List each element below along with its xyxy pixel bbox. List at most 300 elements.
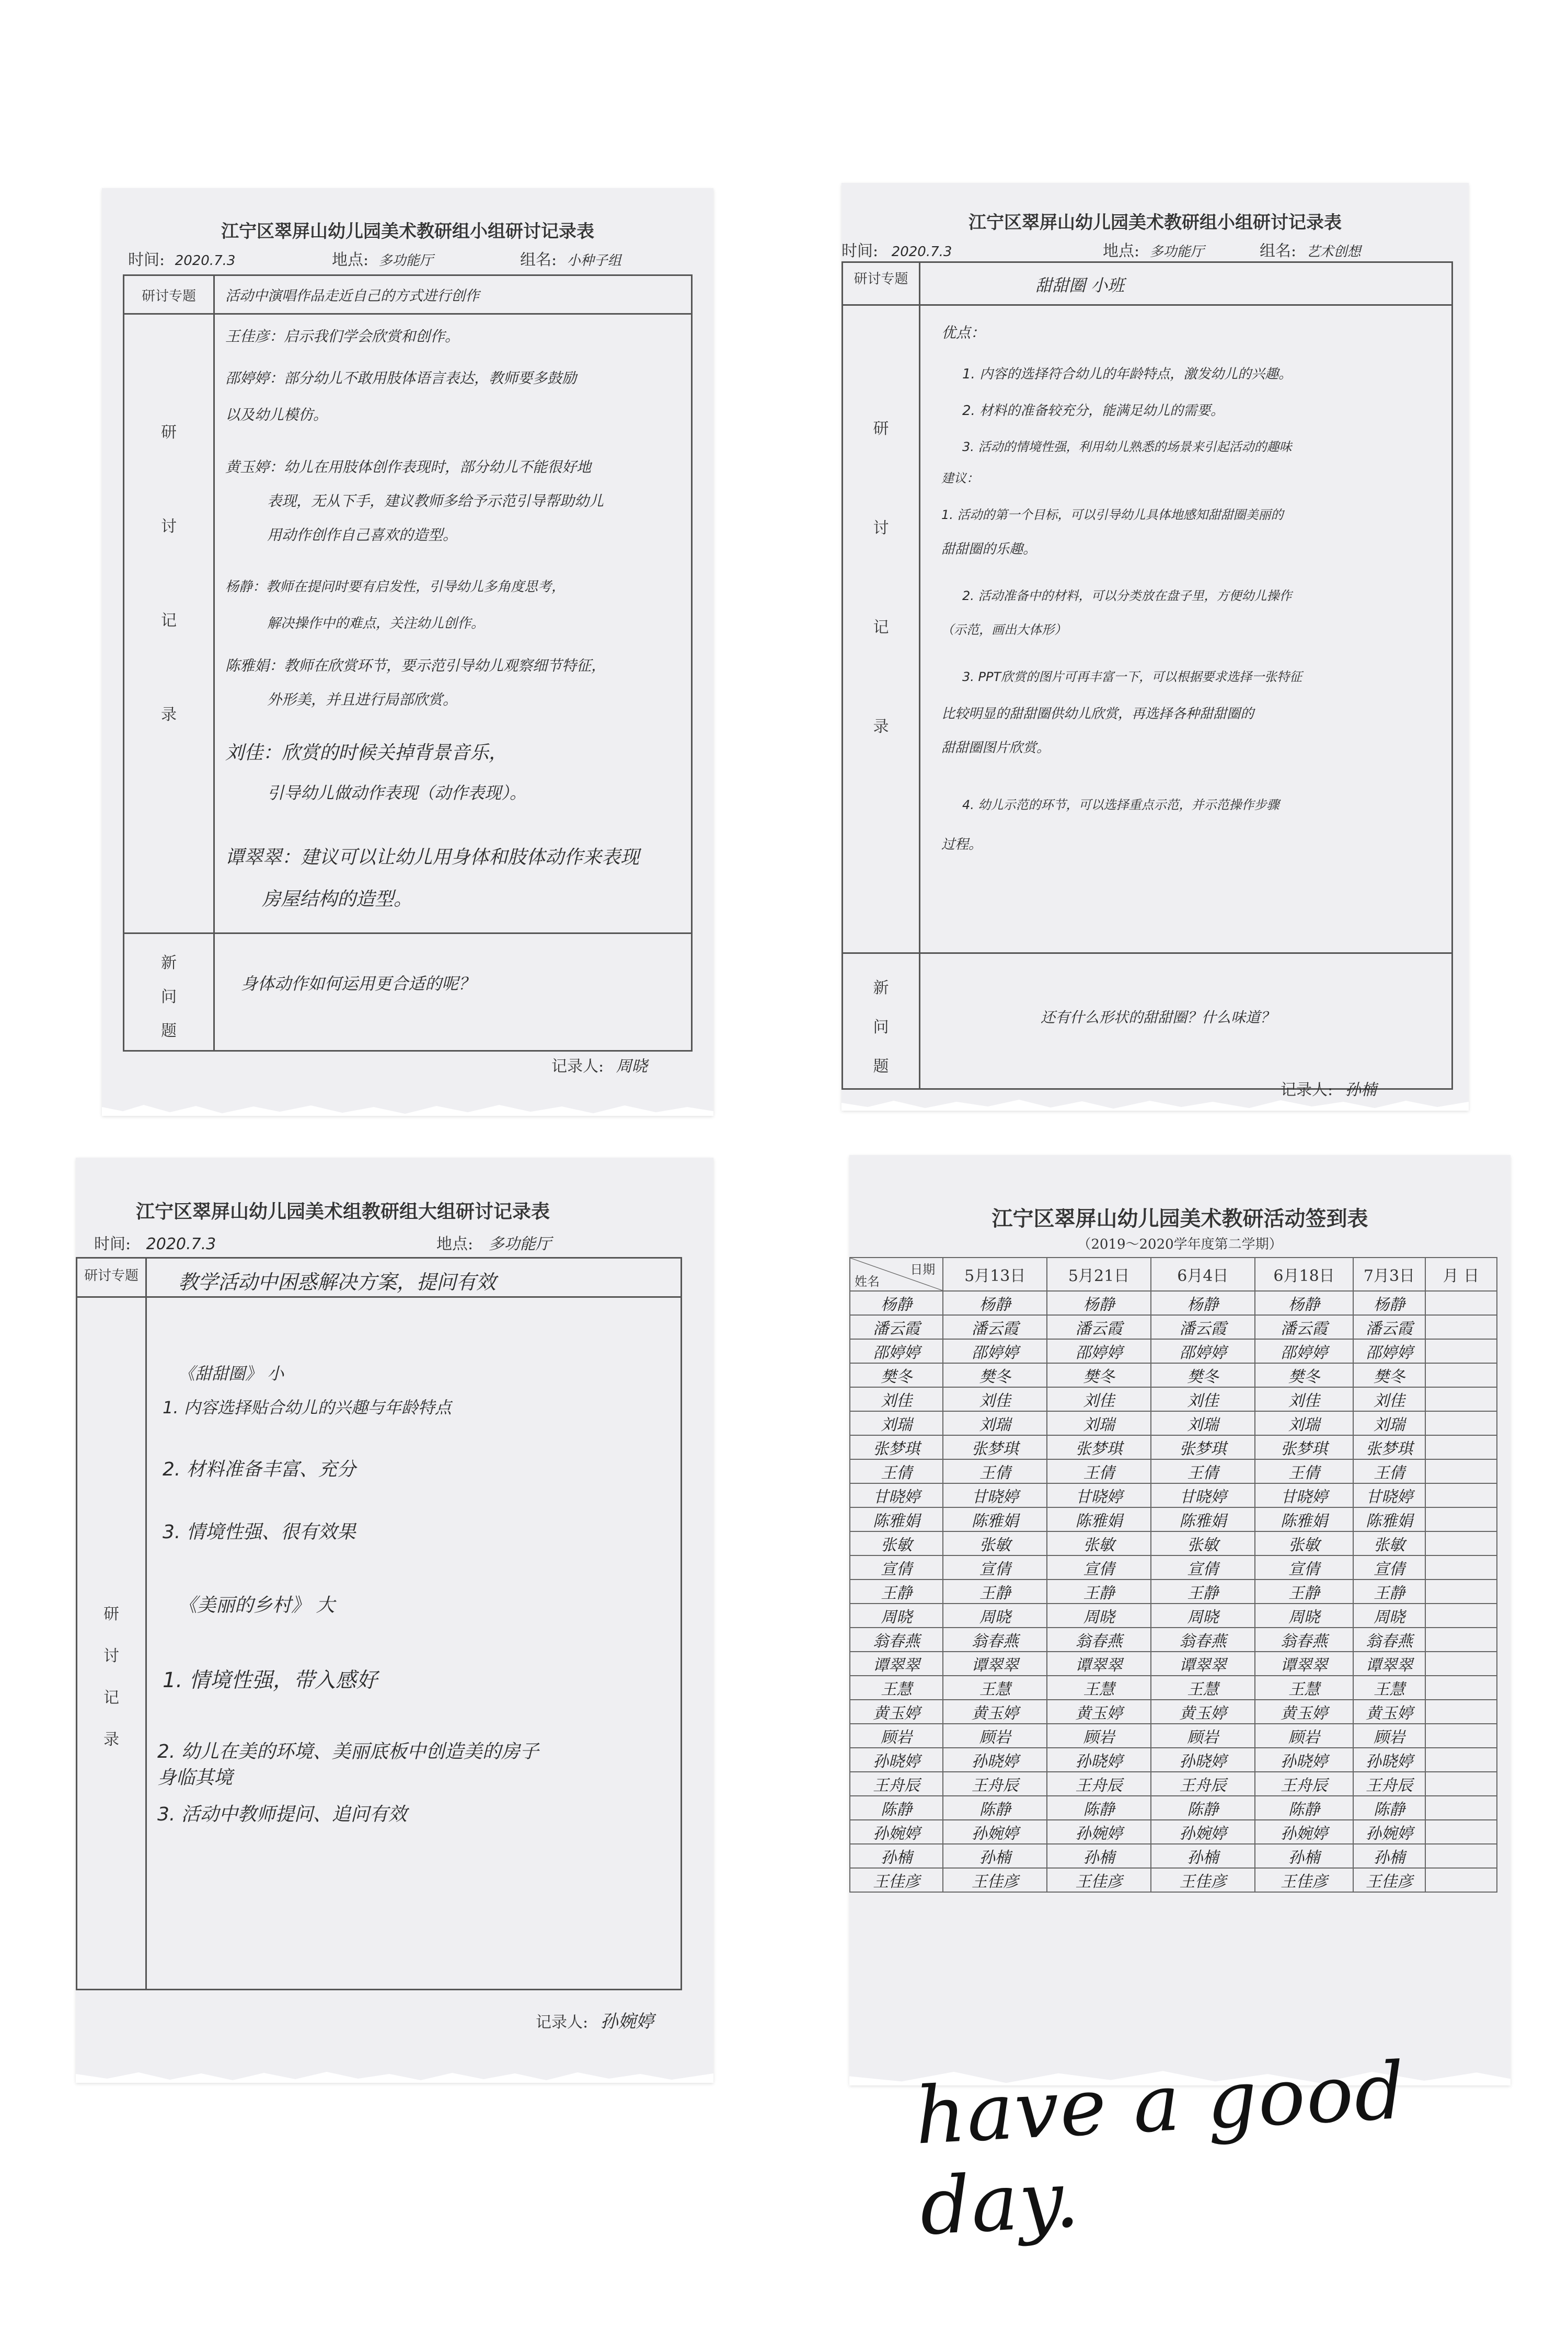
signature-cell: 孙楠 [1151, 1844, 1255, 1868]
signature-cell: 王静 [943, 1579, 1047, 1604]
signature-cell: 宣倩 [1047, 1555, 1151, 1579]
participant-name: 孙晓婷 [850, 1748, 943, 1772]
signature-cell: 谭翠翠 [943, 1652, 1047, 1676]
sign-in-row [850, 1459, 1497, 1483]
signature-cell: 宣倩 [943, 1555, 1047, 1579]
record-line: 1. 活动的第一个目标，可以引导幼儿具体地感知甜甜圈美丽的 [941, 508, 1284, 522]
new-question-label-3: 题 [161, 1022, 177, 1040]
record-label-1: 研 [161, 423, 177, 442]
signature-cell: 邵婷婷 [1353, 1339, 1425, 1363]
place-label: 地点: [332, 251, 369, 269]
record-line: （示范，画出大体形） [941, 622, 1067, 637]
signature-cell: 邵婷婷 [943, 1339, 1047, 1363]
record-line: 身临其境 [157, 1767, 233, 1789]
record-line: 《甜甜圈》 小 [178, 1364, 284, 1383]
new-question-label-2: 问 [161, 988, 177, 1006]
date-header: 5月13日 [943, 1258, 1047, 1291]
participant-name: 黄玉婷 [850, 1700, 943, 1724]
record-label-2: 讨 [103, 1647, 119, 1665]
time-value: 2020.7.3 [175, 253, 236, 269]
date-header: 7月3日 [1353, 1258, 1425, 1291]
sign-in-row [850, 1291, 1497, 1315]
signature-cell: 王慧 [1353, 1676, 1425, 1700]
signature-cell: 孙晓婷 [1255, 1748, 1354, 1772]
signature-cell: 王舟辰 [1151, 1772, 1255, 1796]
sign-in-row [850, 1700, 1497, 1724]
signature-cell: 陈雅娟 [1353, 1507, 1425, 1531]
record-line: 陈雅娟：教师在欣赏环节，要示范引导幼儿观察细节特征， [225, 657, 606, 674]
signature-cell: 邵婷婷 [1047, 1339, 1151, 1363]
signature-cell: 谭翠翠 [1353, 1652, 1425, 1676]
place-label: 地点: [1103, 242, 1140, 260]
sign-in-row [850, 1555, 1497, 1579]
signature-cell: 张敏 [1353, 1531, 1425, 1555]
record-line: 3. 活动中教师提问、追问有效 [157, 1804, 407, 1825]
record-line: 外形美，并且进行局部欣赏。 [267, 691, 458, 708]
signature-cell: 潘云霞 [943, 1315, 1047, 1339]
signature-cell: 张敏 [1255, 1531, 1354, 1555]
participant-name: 刘瑞 [850, 1411, 943, 1435]
signature-cell: 王佳彦 [1255, 1868, 1354, 1892]
signature-cell: 陈雅娟 [1151, 1507, 1255, 1531]
signature-cell [1425, 1507, 1497, 1531]
signature-cell: 孙楠 [1255, 1844, 1354, 1868]
signature-cell [1425, 1604, 1497, 1628]
signature-cell: 王佳彦 [1353, 1868, 1425, 1892]
signature-cell: 王佳彦 [1047, 1868, 1151, 1892]
signature-cell: 刘佳 [1353, 1387, 1425, 1411]
signature-cell: 王倩 [1047, 1459, 1151, 1483]
signature-cell: 陈静 [1151, 1796, 1255, 1820]
record-line: 2. 活动准备中的材料，可以分类放在盘子里，方便幼儿操作 [962, 589, 1292, 603]
signature-cell: 孙婉婷 [943, 1820, 1047, 1844]
sign-in-row [850, 1531, 1497, 1555]
record-line: 优点： [941, 324, 986, 341]
signature-cell: 甘晓婷 [1255, 1483, 1354, 1507]
signature-cell [1425, 1387, 1497, 1411]
sheet-title: 江宁区翠屏山幼儿园美术组教研组大组研讨记录表 [136, 1201, 550, 1223]
signature-cell: 孙婉婷 [1047, 1820, 1151, 1844]
record-line: 王佳彦：启示我们学会欣赏和创作。 [225, 328, 460, 345]
sign-in-sheet [849, 1155, 1511, 2085]
participant-name: 王舟辰 [850, 1772, 943, 1796]
signature-cell: 张梦琪 [943, 1435, 1047, 1459]
signature-cell [1425, 1748, 1497, 1772]
date-header: 月 日 [1425, 1258, 1497, 1291]
signature-cell [1425, 1483, 1497, 1507]
signature-cell: 潘云霞 [1047, 1315, 1151, 1339]
torn-edge [841, 1097, 1469, 1111]
signature-cell [1425, 1435, 1497, 1459]
record-label-1: 研 [873, 420, 889, 438]
participant-name: 甘晓婷 [850, 1483, 943, 1507]
signature-cell: 樊冬 [1047, 1363, 1151, 1387]
time-value: 2020.7.3 [146, 1235, 216, 1253]
signature-cell: 刘佳 [1047, 1387, 1151, 1411]
signature-cell: 陈雅娟 [1047, 1507, 1151, 1531]
record-sheet-small-group-1 [102, 188, 713, 1116]
record-line: 引导幼儿做动作表现（动作表现）。 [267, 783, 527, 803]
signature-cell [1425, 1315, 1497, 1339]
topic-label: 研讨专题 [854, 271, 908, 287]
signature-cell [1425, 1700, 1497, 1724]
record-line: 3. PPT欣赏的图片可再丰富一下，可以根据要求选择一张特征 [962, 670, 1302, 684]
signature-cell: 王舟辰 [1353, 1772, 1425, 1796]
recorder-signature: 孙婉婷 [600, 2011, 654, 2032]
record-line: 1. 内容的选择符合幼儿的年龄特点，激发幼儿的兴趣。 [962, 366, 1293, 382]
signature-cell: 王佳彦 [943, 1868, 1047, 1892]
torn-edge [102, 1102, 713, 1116]
record-line: 解决操作中的难点，关注幼儿创作。 [267, 616, 485, 631]
record-line: 邵婷婷：部分幼儿不敢用肢体语言表达，教师要多鼓励 [225, 370, 577, 387]
participant-name: 陈雅娟 [850, 1507, 943, 1531]
participant-name: 邵婷婷 [850, 1339, 943, 1363]
participant-name: 王静 [850, 1579, 943, 1604]
signature-cell [1425, 1555, 1497, 1579]
signature-cell: 谭翠翠 [1151, 1652, 1255, 1676]
signature-cell: 孙晓婷 [1151, 1748, 1255, 1772]
topic-value: 活动中演唱作品走近自己的方式进行创作 [225, 288, 479, 304]
signature-cell [1425, 1579, 1497, 1604]
record-sheet-small-group-2 [841, 183, 1469, 1111]
group-value: 小种子组 [567, 253, 621, 269]
record-label-4: 录 [103, 1731, 119, 1749]
topic-label: 研讨专题 [141, 289, 196, 304]
signature-cell: 刘佳 [1255, 1387, 1354, 1411]
sheet-subtitle: （2019～2020学年度第二学期） [1077, 1237, 1283, 1252]
sign-in-row [850, 1628, 1497, 1652]
signature-cell: 刘瑞 [943, 1411, 1047, 1435]
record-line: 房屋结构的造型。 [262, 889, 413, 910]
signature-cell: 王慧 [943, 1676, 1047, 1700]
signature-cell: 杨静 [943, 1291, 1047, 1315]
record-line: 甜甜圈的乐趣。 [941, 541, 1037, 557]
sign-in-row [850, 1579, 1497, 1604]
participant-name: 张敏 [850, 1531, 943, 1555]
participant-name: 王倩 [850, 1459, 943, 1483]
signature-cell: 王静 [1151, 1579, 1255, 1604]
record-line: 1. 内容选择贴合幼儿的兴趣与年龄特点 [163, 1398, 452, 1417]
signature-cell: 孙晓婷 [1353, 1748, 1425, 1772]
group-label: 组名: [1260, 242, 1297, 260]
signature-cell: 潘云霞 [1255, 1315, 1354, 1339]
signature-cell: 樊冬 [1151, 1363, 1255, 1387]
signature-cell: 王倩 [1353, 1459, 1425, 1483]
signature-cell: 顾岩 [1353, 1724, 1425, 1748]
signature-cell: 黄玉婷 [1255, 1700, 1354, 1724]
signature-cell: 王舟辰 [1047, 1772, 1151, 1796]
group-label: 组名: [520, 251, 557, 269]
signature-cell: 孙晓婷 [1047, 1748, 1151, 1772]
participant-name: 周晓 [850, 1604, 943, 1628]
signature-cell [1425, 1531, 1497, 1555]
signature-cell: 王静 [1353, 1579, 1425, 1604]
sign-in-row [850, 1724, 1497, 1748]
signature-cell: 黄玉婷 [1047, 1700, 1151, 1724]
time-label: 时间: [128, 251, 165, 269]
sign-in-row [850, 1820, 1497, 1844]
group-value: 艺术创想 [1306, 244, 1361, 260]
signature-cell: 张梦琪 [1047, 1435, 1151, 1459]
signature-cell: 翁春燕 [1151, 1628, 1255, 1652]
signature-cell: 张敏 [943, 1531, 1047, 1555]
participant-name: 王慧 [850, 1676, 943, 1700]
signature-cell: 陈静 [1047, 1796, 1151, 1820]
signature-cell: 刘瑞 [1353, 1411, 1425, 1435]
signature-cell: 翁春燕 [943, 1628, 1047, 1652]
signature-cell: 刘瑞 [1047, 1411, 1151, 1435]
header-name-label: 姓名 [855, 1274, 880, 1289]
signature-cell: 黄玉婷 [1151, 1700, 1255, 1724]
participant-name: 刘佳 [850, 1387, 943, 1411]
signature-cell: 王慧 [1047, 1676, 1151, 1700]
signature-cell: 宣倩 [1151, 1555, 1255, 1579]
signature-cell: 宣倩 [1353, 1555, 1425, 1579]
place-value: 多功能厅 [488, 1235, 551, 1253]
record-line: 表现，无从下手，建议教师多给予示范引导帮助幼儿 [267, 492, 604, 510]
record-line: 4. 幼儿示范的环节，可以选择重点示范，并示范操作步骤 [962, 798, 1279, 812]
overlay-handwritten-text: have a good day. [913, 2045, 1408, 2253]
recorder-signature: 周晓 [616, 1057, 648, 1076]
signature-cell: 刘瑞 [1255, 1411, 1354, 1435]
record-line: 甜甜圈图片欣赏。 [941, 740, 1051, 756]
sign-in-row [850, 1387, 1497, 1411]
sign-in-row [850, 1435, 1497, 1459]
signature-cell: 孙婉婷 [1353, 1820, 1425, 1844]
record-line: 刘佳：欣赏的时候关掉背景音乐， [225, 742, 508, 764]
date-header: 5月21日 [1047, 1258, 1151, 1291]
sheet-title: 江宁区翠屏山幼儿园美术教研组小组研讨记录表 [969, 212, 1342, 233]
signature-cell: 周晓 [1255, 1604, 1354, 1628]
new-question-label-2: 问 [873, 1018, 889, 1036]
signature-cell: 王佳彦 [1151, 1868, 1255, 1892]
recorder-label: 记录人: [551, 1057, 604, 1076]
signature-cell: 王舟辰 [943, 1772, 1047, 1796]
signature-cell: 翁春燕 [1047, 1628, 1151, 1652]
signature-cell: 王慧 [1151, 1676, 1255, 1700]
participant-name: 孙婉婷 [850, 1820, 943, 1844]
participant-name: 陈静 [850, 1796, 943, 1820]
sheet-title: 江宁区翠屏山幼儿园美术教研活动签到表 [991, 1206, 1368, 1231]
new-question-text: 身体动作如何运用更合适的呢？ [241, 974, 476, 994]
signature-cell: 黄玉婷 [943, 1700, 1047, 1724]
sheet-title: 江宁区翠屏山幼儿园美术教研组小组研讨记录表 [221, 221, 594, 242]
participant-name: 王佳彦 [850, 1868, 943, 1892]
sign-in-rows [850, 1291, 1497, 1892]
signature-cell: 邵婷婷 [1255, 1339, 1354, 1363]
record-label-3: 记 [873, 618, 889, 637]
signature-cell [1425, 1363, 1497, 1387]
signature-cell [1425, 1628, 1497, 1652]
record-line: 1. 情境性强，带入感好 [163, 1668, 377, 1692]
record-table [841, 261, 1453, 1090]
signature-cell: 杨静 [1255, 1291, 1354, 1315]
participant-name: 谭翠翠 [850, 1652, 943, 1676]
signature-cell [1425, 1339, 1497, 1363]
signature-cell: 陈静 [943, 1796, 1047, 1820]
sign-in-row [850, 1796, 1497, 1820]
signature-cell: 孙楠 [1353, 1844, 1425, 1868]
signature-cell: 黄玉婷 [1353, 1700, 1425, 1724]
signature-cell [1425, 1459, 1497, 1483]
date-header: 6月18日 [1255, 1258, 1354, 1291]
signature-cell: 甘晓婷 [1151, 1483, 1255, 1507]
topic-value: 甜甜圈 小班 [1035, 275, 1125, 295]
signature-cell: 张梦琪 [1353, 1435, 1425, 1459]
header-date-label: 日期 [910, 1262, 936, 1277]
participant-name: 樊冬 [850, 1363, 943, 1387]
signature-cell: 王倩 [1255, 1459, 1354, 1483]
participant-name: 张梦琪 [850, 1435, 943, 1459]
record-line: 过程。 [941, 837, 983, 852]
signature-cell: 张敏 [1151, 1531, 1255, 1555]
new-question-label-1: 新 [873, 979, 889, 997]
signature-cell: 孙婉婷 [1151, 1820, 1255, 1844]
signature-cell: 孙楠 [943, 1844, 1047, 1868]
signature-cell [1425, 1844, 1497, 1868]
topic-label: 研讨专题 [84, 1268, 139, 1284]
place-value: 多功能厅 [378, 253, 433, 269]
place-value: 多功能厅 [1149, 244, 1204, 260]
signature-cell: 陈静 [1255, 1796, 1354, 1820]
signature-cell [1425, 1411, 1497, 1435]
signature-cell: 陈雅娟 [1255, 1507, 1354, 1531]
signature-cell: 周晓 [1353, 1604, 1425, 1628]
sign-in-row [850, 1507, 1497, 1531]
signature-cell: 王慧 [1255, 1676, 1354, 1700]
signature-cell: 潘云霞 [1151, 1315, 1255, 1339]
record-line: 《美丽的乡村》 大 [178, 1595, 335, 1616]
sign-in-row [850, 1315, 1497, 1339]
record-line: 以及幼儿模仿。 [225, 406, 328, 423]
topic-value: 教学活动中困惑解决方案，提问有效 [178, 1271, 497, 1294]
signature-cell: 周晓 [1151, 1604, 1255, 1628]
signature-cell: 孙晓婷 [943, 1748, 1047, 1772]
participant-name: 翁春燕 [850, 1628, 943, 1652]
participant-name: 潘云霞 [850, 1315, 943, 1339]
signature-cell: 甘晓婷 [1353, 1483, 1425, 1507]
signature-cell: 顾岩 [943, 1724, 1047, 1748]
recorder-label: 记录人: [536, 2013, 589, 2032]
signature-cell: 邵婷婷 [1151, 1339, 1255, 1363]
record-line: 建议： [941, 471, 979, 486]
signature-cell: 翁春燕 [1255, 1628, 1354, 1652]
signature-cell [1425, 1724, 1497, 1748]
sign-in-row [850, 1676, 1497, 1700]
record-label-4: 录 [161, 706, 177, 724]
signature-cell: 谭翠翠 [1047, 1652, 1151, 1676]
participant-name: 孙楠 [850, 1844, 943, 1868]
signature-cell: 宣倩 [1255, 1555, 1354, 1579]
time-label: 时间: [94, 1235, 131, 1253]
signature-cell: 刘佳 [943, 1387, 1047, 1411]
sign-in-row [850, 1844, 1497, 1868]
signature-cell: 张梦琪 [1255, 1435, 1354, 1459]
signature-cell: 陈静 [1353, 1796, 1425, 1820]
sign-in-table [849, 1257, 1497, 1893]
new-question-label-3: 题 [873, 1057, 889, 1076]
torn-edge [76, 2069, 713, 2083]
signature-cell [1425, 1820, 1497, 1844]
signature-cell: 杨静 [1047, 1291, 1151, 1315]
record-line: 2. 材料准备丰富、充分 [163, 1459, 356, 1480]
signature-cell: 刘瑞 [1151, 1411, 1255, 1435]
time-label: 时间: [841, 242, 879, 260]
record-sheet-large-group [76, 1158, 713, 2083]
new-question-label-1: 新 [161, 954, 177, 972]
signature-cell: 谭翠翠 [1255, 1652, 1354, 1676]
record-line: 黄玉婷：幼儿在用肢体创作表现时，部分幼儿不能很好地 [225, 458, 592, 476]
signature-cell: 杨静 [1353, 1291, 1425, 1315]
record-line: 3. 情境性强、很有效果 [163, 1521, 356, 1543]
record-label-1: 研 [103, 1605, 119, 1623]
signature-cell: 樊冬 [1353, 1363, 1425, 1387]
sign-in-row [850, 1483, 1497, 1507]
signature-cell: 王倩 [1151, 1459, 1255, 1483]
signature-cell [1425, 1291, 1497, 1315]
signature-cell: 刘佳 [1151, 1387, 1255, 1411]
signature-cell: 樊冬 [1255, 1363, 1354, 1387]
signature-cell: 潘云霞 [1353, 1315, 1425, 1339]
sign-in-row [850, 1868, 1497, 1892]
record-label-3: 记 [103, 1689, 119, 1707]
recorder-signature: 孙楠 [1345, 1081, 1377, 1099]
record-label-4: 录 [873, 718, 889, 736]
record-line: 谭翠翠：建议可以让幼儿用身体和肢体动作来表现 [225, 847, 640, 868]
date-header: 6月4日 [1151, 1258, 1255, 1291]
record-label-3: 记 [161, 612, 177, 630]
participant-name: 杨静 [850, 1291, 943, 1315]
signature-cell: 甘晓婷 [943, 1483, 1047, 1507]
sign-in-row [850, 1363, 1497, 1387]
sign-in-row [850, 1772, 1497, 1796]
signature-cell: 顾岩 [1047, 1724, 1151, 1748]
sign-in-row [850, 1339, 1497, 1363]
signature-cell: 翁春燕 [1353, 1628, 1425, 1652]
signature-cell [1425, 1796, 1497, 1820]
signature-cell [1425, 1772, 1497, 1796]
time-value: 2020.7.3 [891, 244, 952, 260]
record-label-2: 讨 [873, 519, 889, 537]
signature-cell: 周晓 [1047, 1604, 1151, 1628]
signature-cell [1425, 1868, 1497, 1892]
signature-cell: 杨静 [1151, 1291, 1255, 1315]
record-line: 比较明显的甜甜圈供幼儿欣赏，再选择各种甜甜圈的 [941, 706, 1254, 722]
sign-in-row [850, 1748, 1497, 1772]
signature-cell: 王倩 [943, 1459, 1047, 1483]
signature-cell: 陈雅娟 [943, 1507, 1047, 1531]
signature-cell: 周晓 [943, 1604, 1047, 1628]
recorder-label: 记录人: [1281, 1081, 1333, 1099]
signature-cell: 顾岩 [1255, 1724, 1354, 1748]
place-label: 地点: [436, 1235, 474, 1253]
signature-cell: 孙楠 [1047, 1844, 1151, 1868]
signature-cell [1425, 1676, 1497, 1700]
signature-cell: 顾岩 [1151, 1724, 1255, 1748]
record-label-2: 讨 [161, 517, 177, 536]
record-table [76, 1257, 682, 1990]
new-question-text: 还有什么形状的甜甜圈？什么味道？ [1041, 1009, 1275, 1026]
record-line: 杨静：教师在提问时要有启发性，引导幼儿多角度思考， [225, 579, 566, 595]
record-table [123, 274, 693, 1052]
signature-cell [1425, 1652, 1497, 1676]
sign-in-row [850, 1652, 1497, 1676]
signature-cell: 王舟辰 [1255, 1772, 1354, 1796]
record-line: 3. 活动的情境性强，利用幼儿熟悉的场景来引起活动的趣味 [962, 440, 1292, 454]
signature-cell: 王静 [1255, 1579, 1354, 1604]
signature-cell: 张敏 [1047, 1531, 1151, 1555]
record-line: 用动作创作自己喜欢的造型。 [267, 526, 458, 544]
